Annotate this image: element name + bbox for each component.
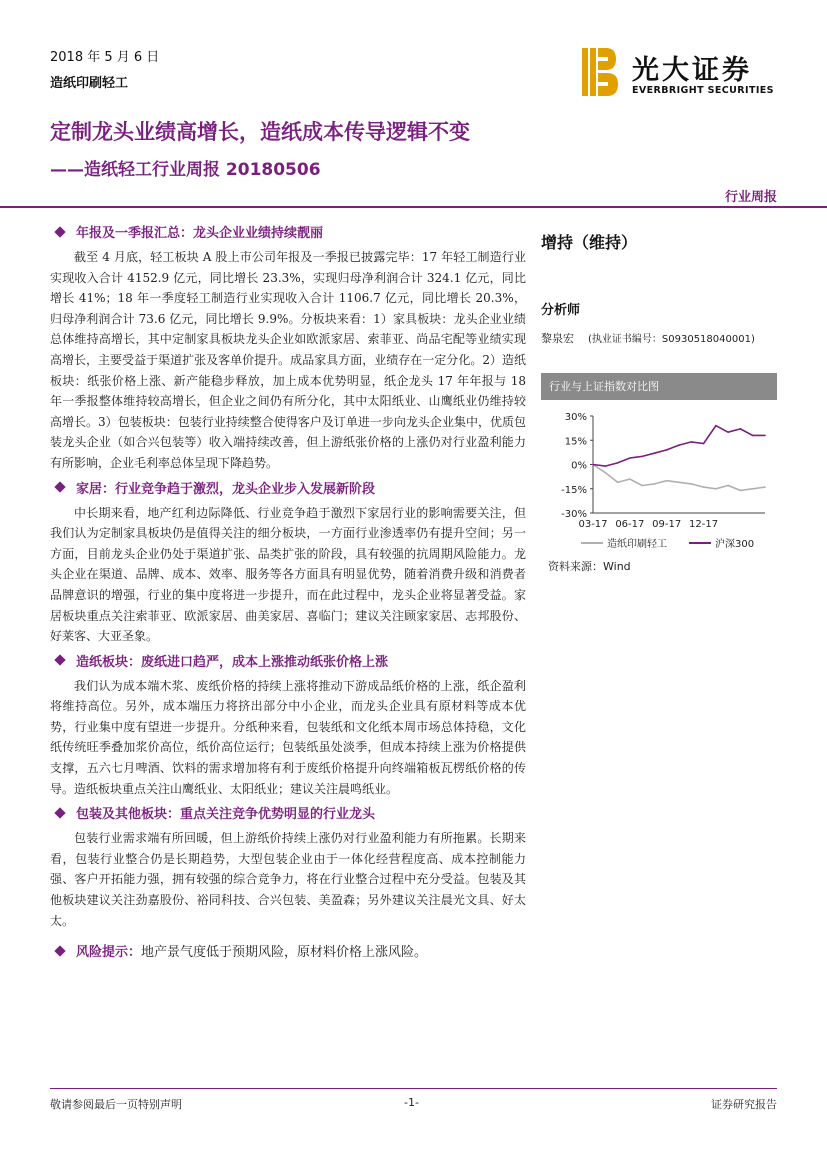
diamond-bullet-icon bbox=[54, 945, 65, 956]
analyst-info bbox=[541, 330, 777, 346]
chart-point bbox=[764, 435, 766, 437]
analyst-name: 黎泉宏 bbox=[541, 332, 574, 345]
rating-label: 增持（维持） bbox=[541, 233, 638, 252]
chart-point bbox=[703, 486, 705, 488]
chart-point bbox=[604, 465, 606, 467]
section-heading bbox=[50, 478, 526, 497]
header-divider bbox=[0, 206, 827, 208]
diamond-bullet-icon bbox=[54, 807, 65, 818]
chart-y-tick-label: -30% bbox=[561, 509, 587, 520]
section-paper bbox=[50, 651, 526, 800]
risk-heading: 风险提示： bbox=[76, 945, 142, 961]
sidebar bbox=[541, 218, 777, 346]
section-furniture bbox=[50, 478, 526, 647]
chart-point bbox=[740, 428, 742, 430]
chart-point bbox=[666, 449, 668, 451]
everbright-logo-icon bbox=[582, 48, 618, 96]
section-heading-text: 包装及其他板块：重点关注竞争优势明显的行业龙头 bbox=[76, 807, 376, 823]
footer-report-label: 证券研究报告 bbox=[711, 1098, 777, 1111]
section-heading-text: 造纸板块：废纸进口趋严，成本上涨推动纸张价格上涨 bbox=[76, 654, 389, 670]
chart-series-line-1 bbox=[593, 465, 765, 491]
chart-point bbox=[715, 425, 717, 427]
section-paragraph: 包装行业需求端有所回暖，但上游纸价持续上涨仍对行业盈利能力有所拖累。长期来看，包装行业整合仍是长期趋势，大型包装企业由于一体化经营程度高、成本控制能力强、客户开拓能力强，拥有较强的综合竞争力，将在行业整合过程中充分受益。包装及其他板块建议关注劲嘉股份、裕同科技、合兴包装、美盈森；另外建议关注晨光文具、好太太。 bbox=[50, 831, 526, 928]
chart-x-tick-label: 12-17 bbox=[689, 519, 719, 530]
chart-y-tick-label: -15% bbox=[561, 484, 587, 496]
chart-point bbox=[715, 488, 717, 490]
footer-disclaimer: 敬请参阅最后一页特别声明 bbox=[50, 1098, 182, 1111]
chart-plot bbox=[541, 400, 777, 581]
section-heading bbox=[50, 222, 526, 241]
chart-y-tick-label: 30% bbox=[564, 412, 587, 423]
chart-x-tick-label: 06-17 bbox=[615, 519, 645, 530]
report-subtitle: ——造纸轻工行业周报 20180506 bbox=[50, 160, 321, 180]
chart-point bbox=[678, 444, 680, 446]
section-paragraph: 我们认为成本端木浆、废纸价格的持续上涨将推动下游成品纸价格的上涨，纸企盈利将维持高位。另外，成本端压力将挤出部分中小企业，而龙头企业具有原材料等成本优势，行业集中度有望进一步提升。分纸种来看，包装纸和文化纸本周市场总体持稳，文化纸传统旺季叠加浆价高位，纸价高位运行；包装纸虽处淡季，但成本持续上涨为价格提供支撑，五六七月啤酒、饮料的需求增加将有利于废纸价格提升向终端箱板瓦楞纸价格的传导。造纸板块重点关注山鹰纸业、太阳纸业；建议关注晨鸣纸业。 bbox=[50, 678, 526, 796]
section-packaging bbox=[50, 803, 526, 931]
analyst-cert: (执业证书编号：S0930518040001) bbox=[588, 334, 755, 345]
chart-point bbox=[641, 456, 643, 458]
risk-warning bbox=[50, 941, 526, 960]
sector-label: 造纸印刷轻工 bbox=[50, 76, 129, 91]
report-title: 定制龙头业绩高增长，造纸成本传导逻辑不变 bbox=[50, 120, 470, 144]
chart-point bbox=[617, 462, 619, 464]
chart-point bbox=[727, 485, 729, 487]
section-heading-text: 年报及一季报汇总：龙头企业业绩持续靓丽 bbox=[76, 226, 324, 241]
chart-point bbox=[740, 490, 742, 492]
chart-point bbox=[703, 443, 705, 445]
chart-source: 资料来源：Wind bbox=[548, 560, 631, 573]
chart-point bbox=[678, 481, 680, 483]
main-content bbox=[50, 218, 526, 966]
section-paragraph: 中长期来看，地产红利边际降低、行业竞争趋于激烈下家居行业的影响需要关注，但我们认为定制家具板块仍是值得关注的细分板块，一方面行业渗透率仍有提升空间；另一方面，目前龙头企业仍处于渠道扩张、品类扩张的阶段，具有较强的抗周期风险能力。龙头企业在渠道、品牌、成本、效率、服务等各方面具有明显优势，随着消费升级和消费者品牌意识的增强，行业的集中度将进一步提升，而在此过程中，龙头企业将显著受益。家居板块重点关注索菲亚、欧派家居、曲美家居、喜临门；建议关注顾家家居、志邦股份、好莱客、大亚圣象。 bbox=[50, 505, 526, 644]
comparison-chart bbox=[541, 373, 777, 581]
page-number: -1- bbox=[404, 1096, 419, 1109]
risk-text: 地产景气度低于预期风险，原材料价格上涨风险。 bbox=[141, 945, 428, 961]
chart-title: 行业与上证指数对比图 bbox=[541, 373, 777, 400]
report-date: 2018 年 5 月 6 日 bbox=[50, 50, 160, 65]
chart-point bbox=[617, 481, 619, 483]
chart-legend-label: 造纸印刷轻工 bbox=[607, 539, 667, 550]
chart-point bbox=[690, 483, 692, 485]
chart-point bbox=[629, 478, 631, 480]
diamond-bullet-icon bbox=[54, 481, 65, 492]
section-paragraph: 截至 4 月底，轻工板块 A 股上市公司年报及一季报已披露完毕：17 年轻工制造行业实现收入合计 4152.9 亿元，同比增长 23.3%，实现归母净利润合计 324.1 亿元，同比增长 41%；18 年一季度轻工制造行业实现收入合计 1106.7 亿元，同比增长 20.3%，归母净利润合计 73.6 亿元，同比增长 9.9%。分板块来看：1）家具板块：龙头企业业绩总体维持高增长，其中定制家具板块龙头企业如欧派家居、索菲亚、尚品宅配等业绩实现高增长，主要受益于渠道扩张及客单价提升。成品家具方面，业绩存在一定分化。2）造纸板块：纸张价格上涨、新产能稳步释放，加上成本优势明显，纸企龙头 17 年年报与 18 年一季报整体维持较高增长，但企业之间仍有所分化，其中太阳纸业、山鹰纸业仍维持较高增长。3）包装板块：包装行业持续整合使得客户及订单进一步向龙头企业集中，优质包装龙头企业（如合兴包装等）收入端持续改善，但上游纸张价格的上涨仍对行业盈利能力有所影响，企业毛利率总体呈现下降趋势。 bbox=[50, 250, 526, 470]
report-type-label: 行业周报 bbox=[724, 190, 777, 205]
footer-divider bbox=[50, 1088, 777, 1089]
chart-point bbox=[752, 435, 754, 437]
analyst-heading: 分析师 bbox=[541, 303, 581, 318]
chart-y-tick-label: 0% bbox=[571, 460, 587, 472]
section-heading-text: 家居：行业竞争趋于激烈，龙头企业步入发展新阶段 bbox=[76, 481, 376, 497]
chart-point bbox=[752, 488, 754, 490]
chart-point bbox=[727, 431, 729, 433]
logo-english-name: EVERBRIGHT SECURITIES bbox=[632, 85, 774, 96]
chart-point bbox=[654, 452, 656, 454]
chart-legend-label: 沪深300 bbox=[715, 539, 755, 550]
chart-point bbox=[764, 486, 766, 488]
chart-series-line-2 bbox=[593, 426, 765, 466]
diamond-bullet-icon bbox=[54, 226, 65, 237]
chart-point bbox=[592, 464, 594, 466]
section-summary bbox=[50, 222, 526, 474]
section-heading bbox=[50, 651, 526, 670]
chart-point bbox=[629, 457, 631, 459]
chart-x-tick-label: 03-17 bbox=[578, 519, 608, 530]
logo-chinese-name: 光大证券 bbox=[632, 55, 752, 86]
chart-point bbox=[666, 480, 668, 482]
chart-point bbox=[641, 485, 643, 487]
section-heading bbox=[50, 803, 526, 822]
chart-point bbox=[690, 441, 692, 443]
chart-y-tick-label: 15% bbox=[564, 436, 587, 448]
diamond-bullet-icon bbox=[54, 655, 65, 666]
chart-point bbox=[654, 483, 656, 485]
chart-point bbox=[604, 472, 606, 474]
chart-x-tick-label: 09-17 bbox=[652, 519, 682, 530]
